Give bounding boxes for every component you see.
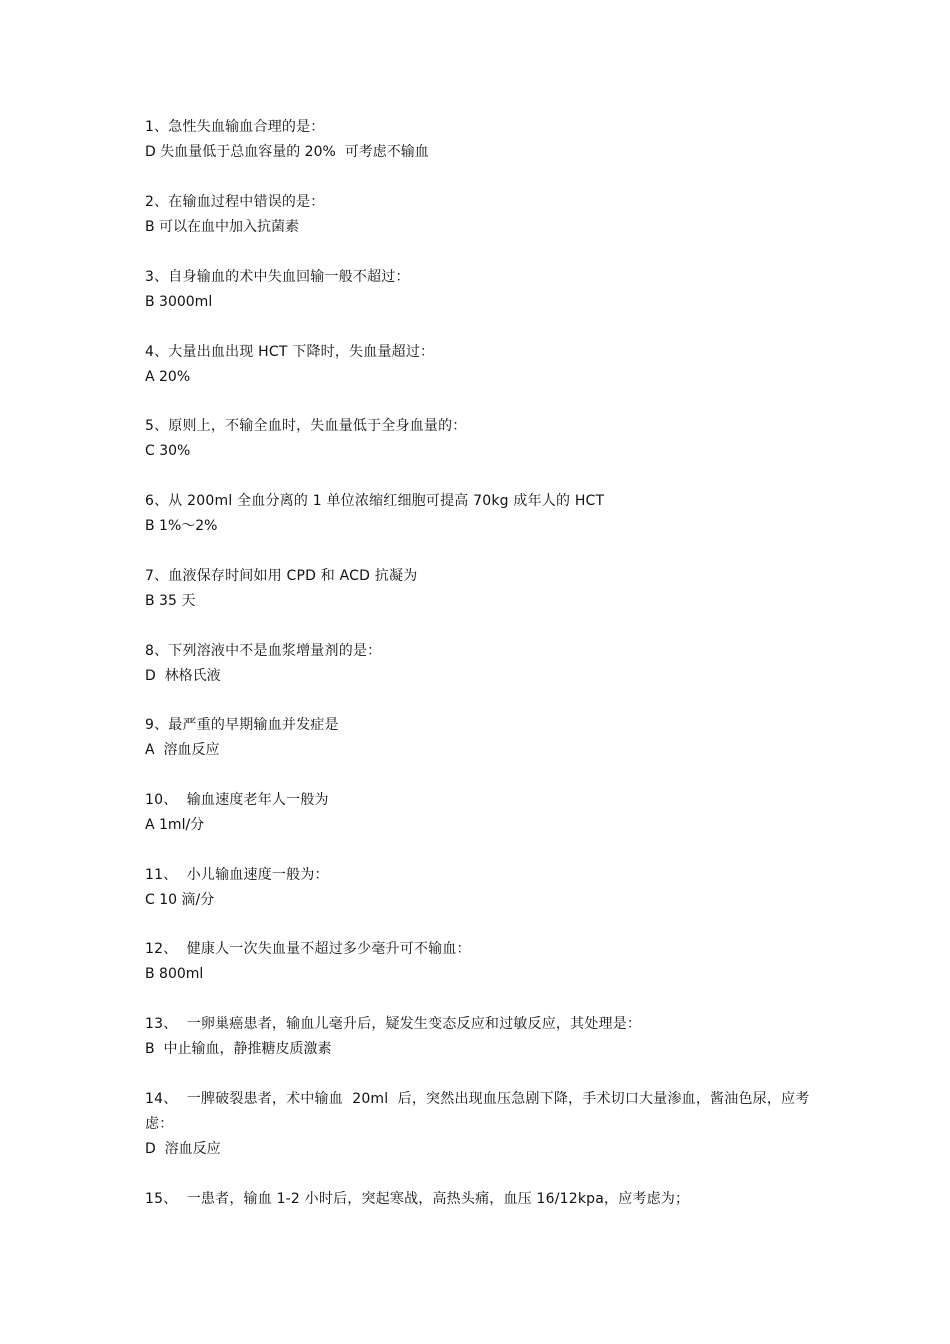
question-text: 6、从 200ml 全血分离的 1 单位浓缩红细胞可提高 70kg 成年人的 HCT bbox=[145, 493, 605, 509]
answer-text: B 35 天 bbox=[145, 593, 196, 609]
answer-text: B 3000ml bbox=[145, 294, 213, 310]
answer-text: B 可以在血中加入抗菌素 bbox=[145, 219, 300, 235]
answer-text: D 林格氏液 bbox=[145, 668, 221, 684]
answer-text: A 20% bbox=[145, 369, 191, 385]
question-text: 15、 一患者，输血 1-2 小时后，突起寒战，高热头痛，血压 16/12kpa，应考虑为； bbox=[145, 1191, 690, 1207]
answer-text: C 30% bbox=[145, 443, 191, 459]
question-text: 4、大量出血出现 HCT 下降时，失血量超过： bbox=[145, 344, 435, 360]
question-text: 10、 输血速度老年人一般为 bbox=[145, 792, 329, 808]
answer-text: A 溶血反应 bbox=[145, 742, 220, 758]
answer-text: B 800ml bbox=[145, 966, 204, 982]
question-item-15 bbox=[145, 1187, 815, 1212]
question-item-5 bbox=[145, 414, 815, 464]
question-text: 7、血液保存时间如用 CPD 和 ACD 抗凝为 bbox=[145, 568, 418, 584]
question-text: 8、下列溶液中不是血浆增量剂的是： bbox=[145, 643, 382, 659]
question-item-8 bbox=[145, 639, 815, 689]
question-text: 3、自身输血的术中失血回输一般不超过： bbox=[145, 269, 410, 285]
question-text: 11、 小儿输血速度一般为： bbox=[145, 867, 329, 883]
question-item-11 bbox=[145, 863, 815, 913]
question-text: 12、 健康人一次失血量不超过多少毫升可不输血： bbox=[145, 941, 471, 957]
answer-text: B 1%～2% bbox=[145, 518, 218, 534]
question-item-10 bbox=[145, 788, 815, 838]
answer-text: D 失血量低于总血容量的 20% 可考虑不输血 bbox=[145, 144, 429, 160]
question-item-2 bbox=[145, 190, 815, 240]
question-item-4 bbox=[145, 340, 815, 390]
question-item-3 bbox=[145, 265, 815, 315]
question-text: 13、 一卵巢癌患者，输血儿毫升后，疑发生变态反应和过敏反应，其处理是： bbox=[145, 1016, 642, 1032]
question-text: 14、 一脾破裂患者，术中输血 20ml 后，突然出现血压急剧下降，手术切口大量渗血，酱油色尿，应考虑： bbox=[145, 1091, 810, 1132]
question-item-6 bbox=[145, 489, 815, 539]
question-item-9 bbox=[145, 713, 815, 763]
question-item-14 bbox=[145, 1087, 815, 1162]
question-item-1 bbox=[145, 115, 815, 165]
answer-text: A 1ml/分 bbox=[145, 817, 205, 833]
answer-text: D 溶血反应 bbox=[145, 1141, 221, 1157]
question-text: 2、在输血过程中错误的是： bbox=[145, 194, 325, 210]
answer-text: B 中止输血，静推糖皮质激素 bbox=[145, 1041, 332, 1057]
answer-text: C 10 滴/分 bbox=[145, 892, 215, 908]
question-text: 1、急性失血输血合理的是： bbox=[145, 119, 325, 135]
question-item-7 bbox=[145, 564, 815, 614]
question-item-13 bbox=[145, 1012, 815, 1062]
question-text: 9、最严重的早期输血并发症是 bbox=[145, 717, 339, 733]
question-item-12 bbox=[145, 937, 815, 987]
question-text: 5、原则上，不输全血时，失血量低于全身血量的： bbox=[145, 418, 467, 434]
